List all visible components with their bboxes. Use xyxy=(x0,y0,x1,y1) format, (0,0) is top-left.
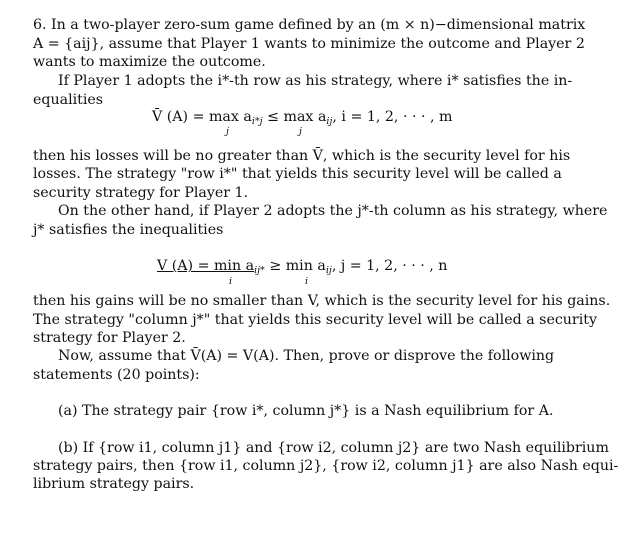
eq1-mid: ≤ max a xyxy=(262,109,327,125)
text-line: If Player 1 adopts the i*-th row as his strategy, where i* satisfies the in- xyxy=(58,73,573,89)
eq2-lhs: V (A) = min a xyxy=(157,258,255,274)
text-line: On the other hand, if Player 2 adopts the j*-th column as his strategy, where xyxy=(58,203,608,219)
eq1-under2: j xyxy=(299,126,302,137)
eq2-sub1: ij* xyxy=(254,265,265,276)
text-line: losses. The strategy "row i*" that yields this security level will be called a xyxy=(33,166,562,182)
eq1-lhs: V̄ (A) = max a xyxy=(152,109,252,125)
text-line: then his losses will be no greater than V̄, which is the security level for his xyxy=(33,148,571,164)
statement-b-line3: librium strategy pairs. xyxy=(33,476,195,492)
equation-security-level-player1 xyxy=(152,109,452,125)
statement-b-line1: (b) If {row i1, column j1} and {row i2, column j2} are two Nash equilibrium xyxy=(58,440,609,456)
text-line: equalities xyxy=(33,92,104,108)
eq2-rhs: , j = 1, 2, · · · , n xyxy=(331,258,448,274)
text-line: wants to maximize the outcome. xyxy=(33,54,266,70)
eq1-rhs: , i = 1, 2, · · · , m xyxy=(332,109,453,125)
text-line: Now, assume that V̄(A) = V(A). Then, prove or disprove the following xyxy=(58,348,555,364)
text-line: security strategy for Player 1. xyxy=(33,185,249,201)
text-line: statements (20 points): xyxy=(33,367,200,383)
eq1-sub2: ij xyxy=(326,116,333,127)
statement-a: (a) The strategy pair {row i*, column j*} is a Nash equilibrium for A. xyxy=(58,403,554,419)
text-line: A = {aij}, assume that Player 1 wants to minimize the outcome and Player 2 xyxy=(33,36,585,52)
eq2-under1: i xyxy=(229,276,233,287)
text-line: j* satisfies the inequalities xyxy=(33,222,224,238)
text-line: The strategy "column j*" that yields this security level will be called a security xyxy=(33,312,597,328)
eq2-mid: ≥ min a xyxy=(264,258,326,274)
eq2-under2: i xyxy=(305,276,309,287)
equation-security-level-player2 xyxy=(157,258,447,274)
eq2-sub2: ij xyxy=(325,265,332,276)
text-line: strategy for Player 2. xyxy=(33,330,186,346)
statement-b-line2: strategy pairs, then {row i1, column j2}, {row i2, column j1} are also Nash equi- xyxy=(33,458,619,474)
text-line: then his gains will be no smaller than V, which is the security level for his gains. xyxy=(33,293,611,309)
text-line: 6. In a two-player zero-sum game defined by an (m × n)−dimensional matrix xyxy=(33,17,586,33)
eq1-sub1: i*j xyxy=(251,116,263,127)
eq1-under1: j xyxy=(226,126,229,137)
